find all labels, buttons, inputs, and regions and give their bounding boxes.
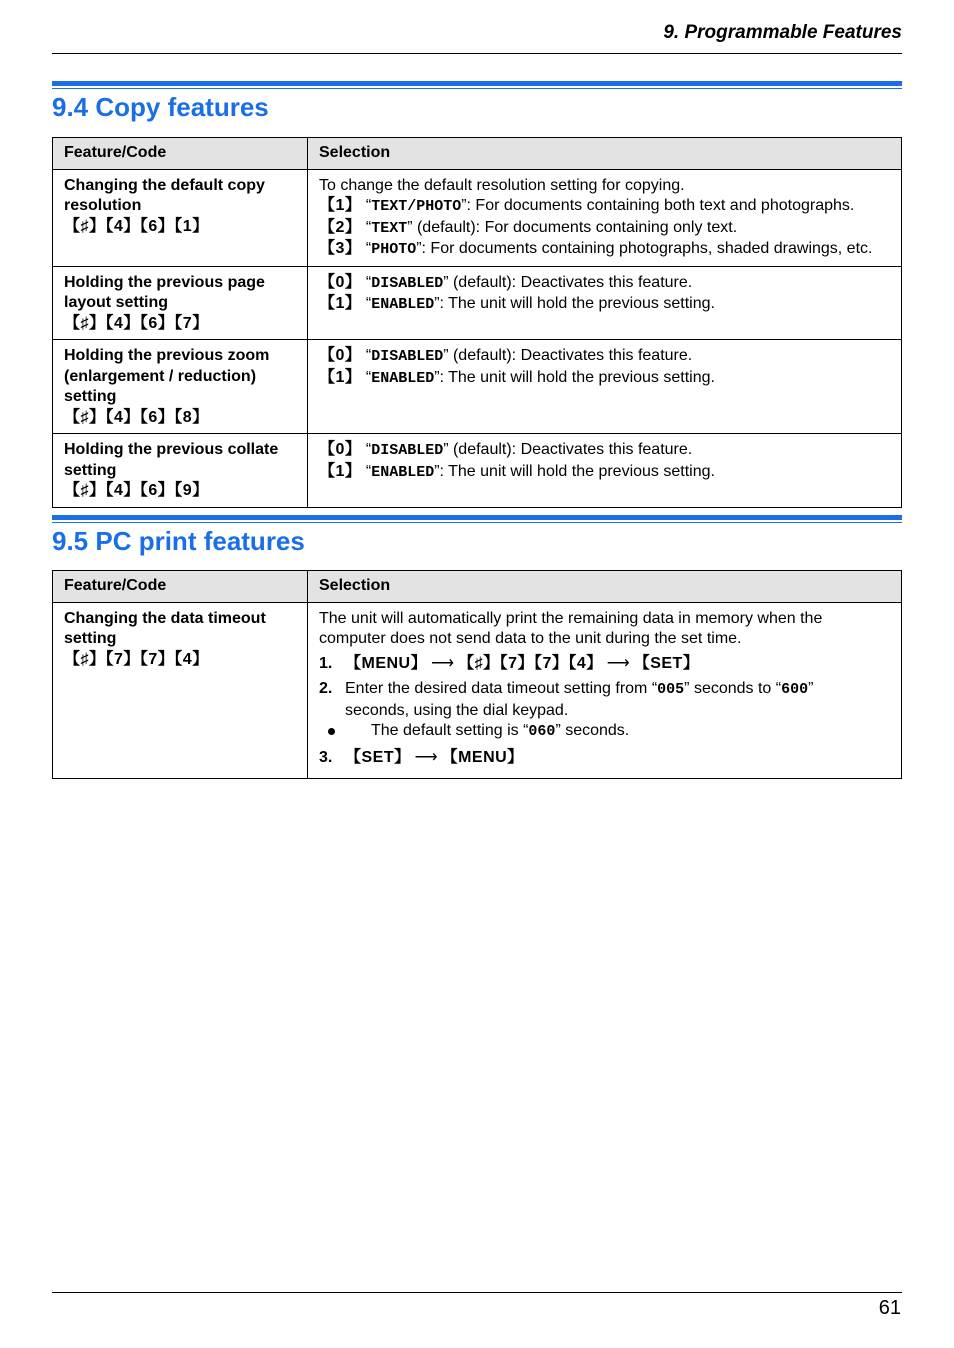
feature-name: Changing the data timeout xyxy=(64,609,266,627)
feature-code: 【♯】【4】【6】【8】 xyxy=(64,408,209,426)
bullet-item: The default setting is “060” seconds. xyxy=(319,721,891,743)
feature-name: layout setting xyxy=(64,294,169,311)
table-row xyxy=(53,602,902,779)
feature-cell xyxy=(53,169,308,266)
feature-cell xyxy=(53,602,308,779)
selection-cell xyxy=(308,434,902,508)
column-header-feature: Feature/Code xyxy=(53,138,308,170)
step-item: 3. 【SET】 ⟶ 【MENU】 xyxy=(319,748,524,766)
feature-cell xyxy=(53,434,308,508)
page-number: 61 xyxy=(878,1297,901,1319)
feature-cell xyxy=(53,266,308,340)
footer-divider xyxy=(52,1292,902,1293)
option-line: 【3】 “PHOTO”: For documents containing photographs, shaded drawings, etc. xyxy=(319,240,873,258)
arrow-icon: ⟶ xyxy=(606,654,630,672)
section-title-pc-print: 9.5 PC print features xyxy=(52,526,305,556)
column-header-feature: Feature/Code xyxy=(53,571,308,603)
option-line: 【1】 “TEXT/PHOTO”: For documents containing both text and photographs. xyxy=(319,197,855,215)
feature-name: Holding the previous collate xyxy=(64,441,279,458)
selection-intro: To change the default resolution setting for copying. xyxy=(319,176,685,194)
feature-code: 【♯】【4】【6】【1】 xyxy=(64,217,209,235)
table-row xyxy=(53,434,902,508)
feature-cell xyxy=(53,340,308,434)
table-header-row xyxy=(53,571,902,603)
option-line: 【1】 “ENABLED”: The unit will hold the previous setting. xyxy=(319,462,715,481)
option-line: 【2】 “TEXT” (default): For documents containing only text. xyxy=(319,218,738,237)
option-line: 【0】 “DISABLED” (default): Deactivates this feature. xyxy=(319,441,693,459)
selection-cell xyxy=(308,169,902,266)
column-header-selection: Selection xyxy=(308,571,902,603)
section-title-copy: 9.4 Copy features xyxy=(52,92,269,122)
feature-name: (enlargement / reduction) xyxy=(64,367,257,385)
feature-name: setting xyxy=(64,461,117,479)
chapter-title: 9. Programmable Features xyxy=(663,22,902,43)
feature-code: 【♯】【7】【7】【4】 xyxy=(64,650,209,668)
option-line: 【0】 “DISABLED” (default): Deactivates this feature. xyxy=(319,273,693,292)
table-row xyxy=(53,266,902,340)
feature-name: resolution xyxy=(64,197,142,214)
option-line: 【1】 “ENABLED”: The unit will hold the previous setting. xyxy=(319,368,715,387)
option-line: 【0】 “DISABLED” (default): Deactivates this feature. xyxy=(319,347,693,365)
section-divider xyxy=(52,81,902,89)
selection-cell xyxy=(308,602,902,779)
steps-list xyxy=(319,654,891,769)
feature-name: Changing the default copy xyxy=(64,176,265,194)
feature-code: 【♯】【4】【6】【9】 xyxy=(64,482,209,499)
arrow-icon: ⟶ xyxy=(431,654,455,672)
column-header-selection: Selection xyxy=(308,138,902,170)
feature-name: Holding the previous zoom xyxy=(64,347,270,364)
feature-name: Holding the previous page xyxy=(64,273,265,291)
arrow-icon: ⟶ xyxy=(414,748,438,766)
selection-cell xyxy=(308,266,902,340)
selection-cell xyxy=(308,340,902,434)
section-divider xyxy=(52,515,902,523)
page-header xyxy=(52,20,902,54)
step-item: 2. Enter the desired data timeout setting from “005” seconds to “600” seconds, using the dial keypad. The default setting is “060” seconds. xyxy=(319,679,891,743)
pc-print-features-table xyxy=(52,570,902,779)
selection-intro: computer does not send data to the unit during the set time. xyxy=(319,630,742,647)
option-line: 【1】 “ENABLED”: The unit will hold the previous setting. xyxy=(319,295,715,313)
feature-name: setting xyxy=(64,630,117,647)
table-row xyxy=(53,169,902,266)
step-item: 1. 【MENU】 ⟶ 【♯】【7】【7】【4】 ⟶ 【SET】 xyxy=(319,654,700,672)
feature-name: setting xyxy=(64,388,117,405)
copy-features-table xyxy=(52,137,902,508)
table-header-row xyxy=(53,138,902,170)
table-row xyxy=(53,340,902,434)
feature-code: 【♯】【4】【6】【7】 xyxy=(64,314,209,332)
selection-intro: The unit will automatically print the remaining data in memory when the xyxy=(319,609,823,627)
